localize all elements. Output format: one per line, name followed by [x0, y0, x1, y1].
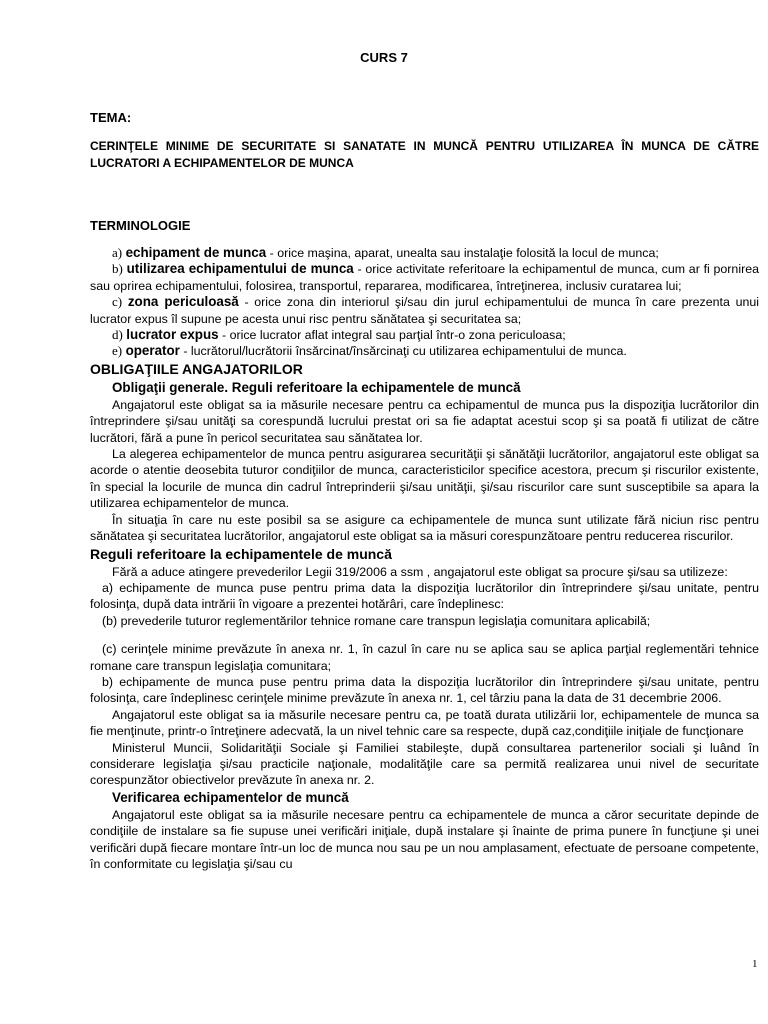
definition-c: c) zona periculoasă - orice zona din interiorul şi/sau din jurul echipamentului de munca în care prezenta unui lucrator expus îl supune pe acesta unui risc pentru sănătatea şi securitatea sa; — [90, 294, 759, 326]
tema-title: CERINŢELE MINIME DE SECURITATE SI SANATATE IN MUNCĂ PENTRU UTILIZAREA ÎN MUNCA DE CĂTRE LUCRATORI A ECHIPAMENTELOR DE MUNCA — [90, 139, 759, 170]
list-item: b) echipamente de munca puse pentru prima data la dispoziţia lucrătorilor din întreprindere şi/sau unitate, pentru folosinţa, care îndeplinesc cerinţele minime prevăzute în anexa nr. 1, cel târziu pana la data de 31 decembrie 2006. — [90, 674, 759, 706]
paragraph: Angajatorul este obligat sa ia măsurile necesare pentru ca echipamentul de munca pus la dispoziţia lucrătorilor din întreprindere şi/sau unităţi sa corespundă lucrului prestat ori sa fie adaptat acestui scop şi sa poată fi utilizat de către lucrători, fără a pune în pericol securitatea sau sănătatea lor. — [90, 397, 759, 445]
definition-b: b) utilizarea echipamentului de munca - orice activitate referitoare la echipamentul de munca, cum ar fi pornirea sau oprirea echipamentului, folosirea, transportul, repararea, modificarea, întreţinerea, inclusiv curatarea lui; — [90, 261, 759, 293]
list-item: (c) cerinţele minime prevăzute în anexa nr. 1, în cazul în care nu se aplica sau se aplica parţial reglementări tehnice romane care transpun legislaţia comunitara; — [90, 642, 759, 673]
definition-d: d) lucrator expus - orice lucrator aflat integral sau parţial într-o zona periculoasa; — [112, 327, 566, 343]
paragraph: În situaţia în care nu este posibil sa se asigure ca echipamentele de munca sunt utilizate fără niciun risc pentru sănătatea şi securitatea lucrătorilor, angajatorul este obligat sa ia măsuri corespunzătoare pentru reducerea riscurilor. — [90, 512, 759, 544]
section-heading-obligations: OBLIGAŢIILE ANGAJATORILOR — [90, 360, 303, 377]
tema-label: TEMA: — [90, 110, 132, 125]
spacer — [90, 629, 759, 641]
course-title: CURS 7 — [360, 50, 408, 65]
document-body — [90, 245, 759, 872]
section-heading-rules: Reguli referitoare la echipamentele de muncă — [90, 545, 392, 562]
paragraph: Angajatorul este obligat sa ia măsurile necesare pentru ca echipamentele de munca a căror securitate depinde de condiţiile de instalare sa fie supuse unei verificări iniţiale, după instalare şi înainte de prima punere în funcţiune şi unei verificări după fiecare montare într-un loc de munca nou sau pe un nou amplasament, efectuate de persoane competente, în conformitate cu legislaţia şi/sau cu — [90, 807, 759, 871]
subsection-heading-verification: Verificarea echipamentelor de muncă — [112, 789, 349, 805]
page-number: 1 — [752, 958, 758, 970]
paragraph: Angajatorul este obligat sa ia măsurile necesare pentru ca, pe toată durata utilizării lor, echipamentele de munca sa fie menţinute, printr-o întreţinere adecvată, la un nivel tehnic care sa respecte, după caz,condiţiile iniţiale de funcţionare — [90, 707, 759, 739]
definition-e: e) operator - lucrătorul/lucrătorii însărcinat/însărcinaţi cu utilizarea echipamentului de munca. — [112, 343, 627, 359]
paragraph: Ministerul Muncii, Solidarităţii Sociale şi Familiei stabileşte, după consultarea partenerilor sociali şi luând în considerare legislaţia şi/sau practicile naţionale, modalităţile care sa permită realizarea unui nivel de securitate corespunzător obiectivelor prevăzute în anexa nr. 2. — [90, 740, 759, 788]
definition-a: a) echipament de munca - orice maşina, aparat, unealta sau instalaţie folosită la locul de munca; — [112, 245, 659, 260]
paragraph: La alegerea echipamentelor de munca pentru asigurarea securităţii şi sănătăţii lucrătorilor, angajatorul este obligat sa acorde o atentie deosebita tuturor condiţiilor de munca, caracteristicilor specifice acestora, precum şi riscurilor existente, în special la locurile de munca din cadrul întreprinderii şi/sau unităţii, şi/sau riscurilor care sunt susceptibile sa apara la utilizarea echipamentelor de munca. — [90, 447, 759, 511]
list-item: (b) prevederile tuturor reglementărilor tehnice romane care transpun legislaţia comunitara aplicabilă; — [102, 613, 651, 628]
list-item: a) echipamente de munca puse pentru prima data la dispoziţia lucrătorilor din întreprindere şi/sau unitate, pentru folosinţa, după data intrării în vigoare a prezentei hotărâri, care îndeplinesc: — [90, 580, 759, 612]
subsection-heading-general: Obligaţii generale. Reguli referitoare la echipamentele de muncă — [112, 379, 521, 395]
paragraph: Fără a aduce atingere prevederilor Legii 319/2006 a ssm , angajatorul este obligat sa procure şi/sau sa utilizeze: — [112, 564, 728, 579]
terminology-heading: TERMINOLOGIE — [90, 218, 191, 233]
